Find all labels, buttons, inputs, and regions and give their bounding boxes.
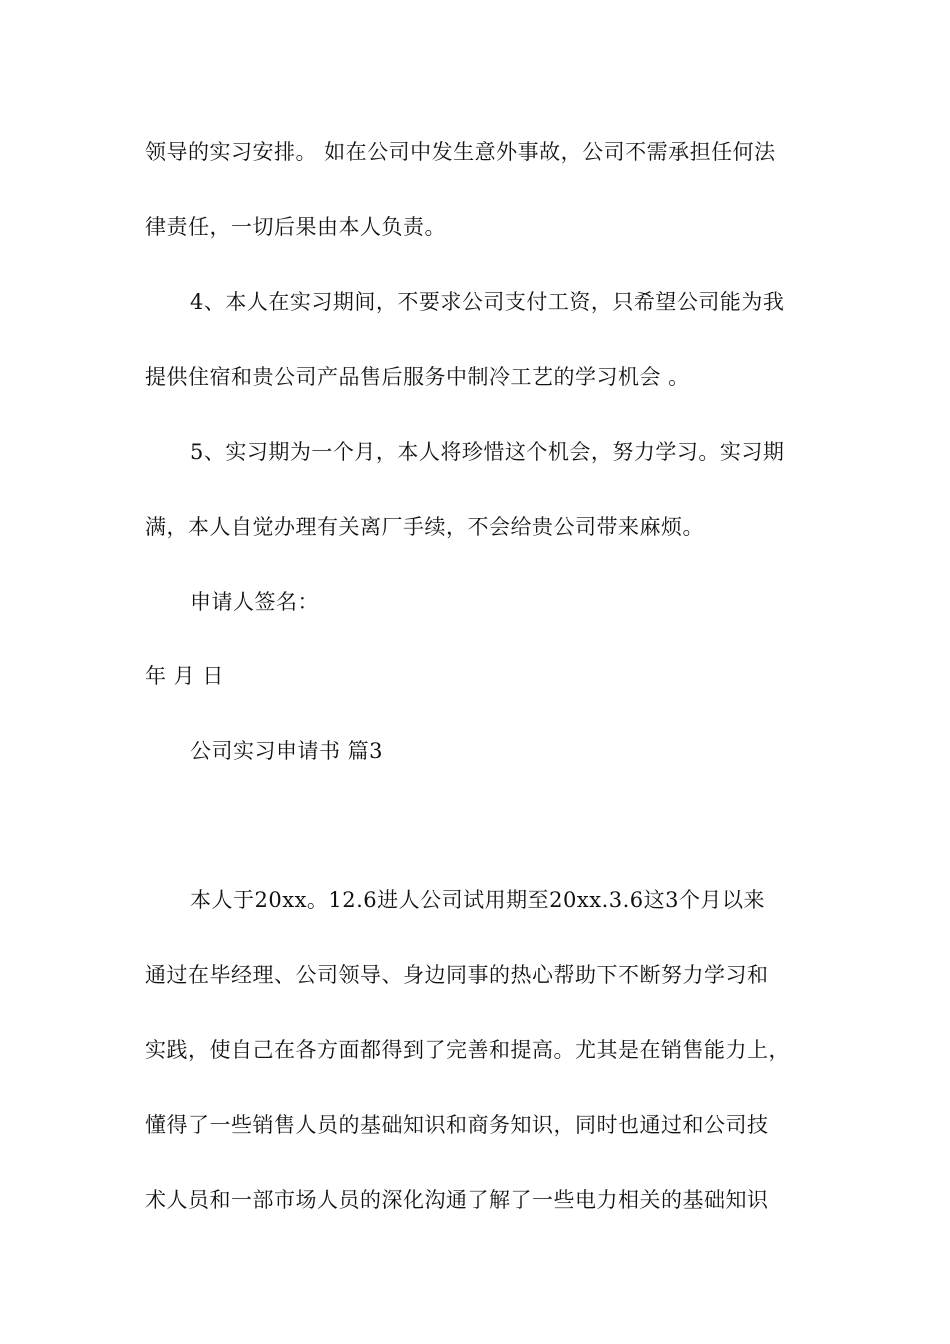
paragraph-line: 5、实习期为一个月，本人将珍惜这个机会，努力学习。实习期: [190, 440, 785, 464]
paragraph-line: 提供住宿和贵公司产品售后服务中制冷工艺的学习机会 。: [145, 365, 690, 389]
paragraph-line: 本人于20xx。12.6进人公司试用期至20xx.3.6这3个月以来: [190, 888, 766, 912]
paragraph-line: 通过在毕经理、公司领导、身边同事的热心帮助下不断努力学习和: [145, 963, 769, 987]
paragraph-line: 满，本人自觉办理有关离厂手续，不会给贵公司带来麻烦。: [145, 515, 704, 539]
paragraph-line: 律责任，一切后果由本人负责。: [145, 215, 446, 239]
paragraph-line: 4、本人在实习期间，不要求公司支付工资，只希望公司能为我: [190, 290, 785, 314]
paragraph-line: 领导的实习安排。 如在公司中发生意外事故，公司不需承担任何法: [145, 140, 776, 164]
signature-label: 申请人签名：: [190, 590, 319, 614]
paragraph-line: 实践，使自己在各方面都得到了完善和提高。尤其是在销售能力上，: [145, 1038, 790, 1062]
date-line: 年 月 日: [145, 664, 224, 688]
paragraph-line: 术人员和一部市场人员的深化沟通了解了一些电力相关的基础知识: [145, 1188, 769, 1212]
paragraph-line: 懂得了一些销售人员的基础知识和商务知识，同时也通过和公司技: [145, 1113, 769, 1137]
section-title: 公司实习申请书 篇3: [190, 739, 384, 763]
